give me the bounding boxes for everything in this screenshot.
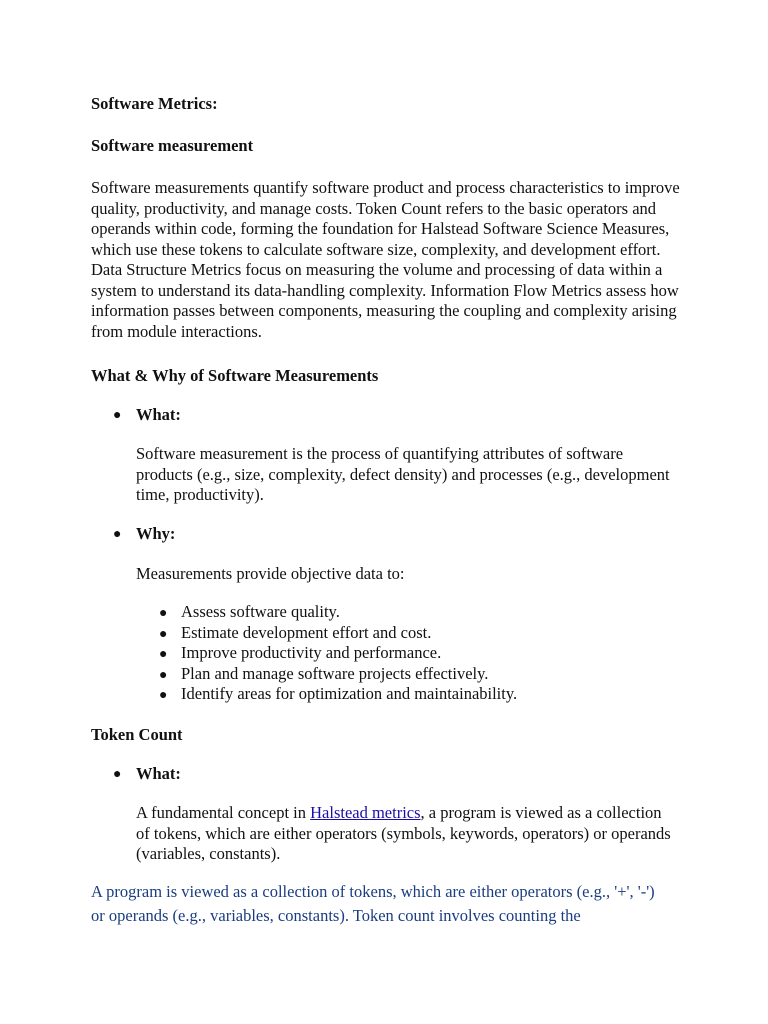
why-list-item: Plan and manage software projects effectively. — [181, 664, 489, 683]
bullet-icon: ● — [113, 527, 122, 542]
bullet-icon: ● — [159, 606, 168, 621]
heading-software-measurement: Software measurement — [91, 136, 254, 155]
why-list-item: Identify areas for optimization and maintainability. — [181, 684, 518, 703]
bullet-icon: ● — [159, 688, 168, 703]
what-label: What: — [136, 405, 181, 424]
token-text-pre: A fundamental concept in — [136, 803, 311, 822]
intro-paragraph: Software measurements quantify software product and process characteristics to improve quality, productivity, and manage costs. Token Count refers to the basic operators and operands within code, forming the foundation for Halstead Software Science Measures, which use these tokens to calculate software size, complexity, and development effort. Data Structure Metrics focus on measuring the volume and processing of data within a system to understand its data-handling complexity. Information Flow Metrics assess how information passes between components, measuring the coupling and complexity arising from module interactions. — [91, 178, 680, 341]
doc-title: Software Metrics: — [91, 94, 218, 113]
token-paragraph — [136, 803, 676, 865]
why-list-item: Estimate development effort and cost. — [181, 623, 432, 642]
why-list-item: Assess software quality. — [181, 602, 340, 621]
heading-what-why: What & Why of Software Measurements — [91, 366, 379, 385]
bullet-icon: ● — [159, 647, 168, 662]
bullet-icon: ● — [113, 408, 122, 423]
bullet-icon: ● — [159, 627, 168, 642]
bullet-icon: ● — [113, 767, 122, 782]
bullet-icon: ● — [159, 668, 168, 683]
halstead-metrics-link[interactable]: Halstead metrics — [310, 803, 421, 822]
token-what-label: What: — [136, 764, 181, 783]
token-text-post: , a program is viewed as a collection of tokens, which are either operators (symbols, keywords, operators) or operands (variables, constants). — [136, 803, 671, 863]
why-intro: Measurements provide objective data to: — [136, 564, 405, 583]
why-list-item: Improve productivity and performance. — [181, 643, 442, 662]
blue-paragraph: A program is viewed as a collection of tokens, which are either operators (e.g., '+', '-') or operands (e.g., variables, constants). Token count involves counting the — [91, 882, 655, 925]
why-label: Why: — [136, 524, 176, 543]
heading-token-count: Token Count — [91, 725, 183, 744]
what-text: Software measurement is the process of quantifying attributes of software products (e.g., size, complexity, defect density) and processes (e.g., development time, productivity). — [136, 444, 670, 504]
